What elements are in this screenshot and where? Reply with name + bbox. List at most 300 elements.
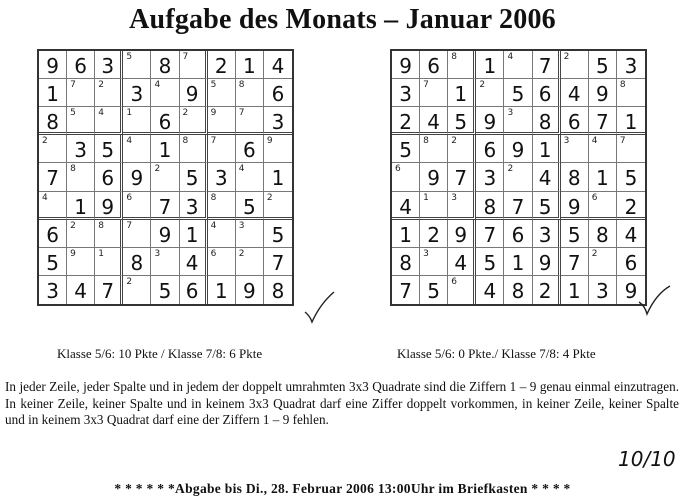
sudoku-cell — [67, 79, 95, 107]
sudoku-cell — [264, 192, 292, 220]
sudoku-cell — [392, 51, 420, 79]
handwritten-digit: 8 — [511, 278, 525, 303]
sudoku-cell — [589, 79, 617, 107]
sudoku-cell — [504, 276, 532, 304]
handwritten-digit: 3 — [271, 110, 285, 135]
sudoku-cell — [392, 79, 420, 107]
sudoku-cell — [264, 135, 292, 163]
handwritten-digit: 8 — [271, 278, 285, 303]
sudoku-cell — [151, 107, 179, 135]
sudoku-cell — [448, 220, 476, 248]
sudoku-cell — [208, 192, 236, 220]
handwritten-digit: 5 — [454, 110, 468, 135]
sudoku-cell — [151, 51, 179, 79]
sudoku-cell — [392, 135, 420, 163]
sudoku-cell — [264, 276, 292, 304]
handwritten-digit: 3 — [595, 278, 609, 303]
sudoku-cell — [392, 107, 420, 135]
sudoku-cell — [208, 79, 236, 107]
handwritten-digit: 2 — [538, 278, 552, 303]
handwritten-digit: 9 — [46, 54, 59, 78]
sudoku-cell — [123, 51, 151, 79]
sudoku-cell — [561, 220, 589, 248]
sudoku-cell — [180, 248, 208, 276]
sudoku-cell — [264, 79, 292, 107]
printed-digit: 1 — [98, 248, 104, 259]
handwritten-digit: 1 — [46, 82, 59, 107]
handwritten-digit: 3 — [538, 222, 552, 247]
printed-digit: 4 — [154, 80, 161, 91]
sudoku-cell — [208, 163, 236, 191]
sudoku-cell — [420, 163, 448, 191]
printed-digit: 7 — [210, 136, 217, 147]
handwritten-digit: 3 — [214, 166, 228, 191]
handwritten-digit: 6 — [74, 54, 88, 78]
sudoku-cell — [392, 220, 420, 248]
sudoku-cell — [236, 276, 264, 304]
handwritten-digit: 6 — [242, 138, 256, 163]
handwritten-digit: 5 — [101, 138, 115, 163]
sudoku-cell — [95, 248, 123, 276]
sudoku-cell — [180, 276, 208, 304]
handwritten-digit: 8 — [130, 250, 144, 275]
handwritten-digit: 2 — [427, 222, 441, 247]
handwritten-digit: 3 — [46, 278, 59, 303]
printed-digit: 4 — [210, 220, 217, 231]
printed-digit: 4 — [591, 136, 598, 147]
sudoku-cell — [448, 248, 476, 276]
handwritten-digit: 7 — [101, 278, 115, 303]
sudoku-cell — [392, 276, 420, 304]
printed-digit: 8 — [619, 80, 626, 91]
sudoku-cell — [180, 79, 208, 107]
check-mark-right — [636, 282, 672, 318]
printed-digit: 6 — [210, 248, 217, 259]
sudoku-cell — [151, 192, 179, 220]
sudoku-cell — [95, 79, 123, 107]
sudoku-cell — [39, 79, 67, 107]
sudoku-cell — [180, 107, 208, 135]
sudoku-cell — [123, 192, 151, 220]
handwritten-digit: 9 — [454, 222, 468, 247]
sudoku-cell — [123, 79, 151, 107]
printed-digit: 2 — [126, 276, 133, 287]
printed-digit: 2 — [563, 52, 570, 62]
printed-digit: 4 — [507, 52, 514, 62]
printed-digit: 7 — [126, 220, 133, 231]
sudoku-cell — [180, 220, 208, 248]
sudoku-cell — [392, 192, 420, 220]
handwritten-digit: 2 — [624, 194, 638, 219]
handwritten-digit: 3 — [483, 166, 497, 191]
handwritten-digit: 6 — [271, 82, 285, 107]
handwritten-digit: 5 — [185, 166, 199, 191]
handwritten-digit: 5 — [511, 82, 525, 107]
sudoku-cell — [420, 248, 448, 276]
printed-digit: 2 — [182, 108, 189, 119]
sudoku-cell — [180, 135, 208, 163]
handwritten-digit: 8 — [538, 110, 552, 135]
sudoku-cell — [589, 107, 617, 135]
sudoku-cell — [448, 163, 476, 191]
printed-digit: 6 — [451, 276, 457, 287]
handwritten-digit: 7 — [595, 110, 609, 135]
sudoku-cell — [151, 248, 179, 276]
printed-digit: 2 — [98, 80, 104, 91]
handwritten-digit: 7 — [158, 194, 172, 219]
printed-digit: 6 — [591, 192, 598, 203]
handwritten-digit: 1 — [483, 54, 497, 78]
sudoku-cell — [420, 79, 448, 107]
handwritten-digit: 5 — [242, 194, 256, 219]
sudoku-cell — [448, 79, 476, 107]
handwritten-digit: 1 — [399, 222, 412, 247]
sudoku-cell — [39, 163, 67, 191]
sudoku-cell — [589, 51, 617, 79]
sudoku-cell — [392, 163, 420, 191]
sudoku-cell — [420, 135, 448, 163]
handwritten-digit: 1 — [74, 194, 88, 219]
handwritten-digit: 4 — [483, 278, 497, 303]
sudoku-cell — [561, 163, 589, 191]
printed-digit: 8 — [210, 192, 217, 203]
printed-digit: 4 — [98, 108, 104, 119]
handwritten-digit: 7 — [483, 222, 497, 247]
sudoku-cell — [151, 135, 179, 163]
sudoku-cell — [476, 220, 504, 248]
sudoku-cell — [504, 192, 532, 220]
sudoku-cell — [151, 220, 179, 248]
printed-digit: 3 — [423, 248, 429, 259]
printed-digit: 9 — [266, 136, 273, 147]
sudoku-cell — [589, 276, 617, 304]
handwritten-digit: 1 — [538, 138, 552, 163]
sudoku-cell — [95, 107, 123, 135]
sudoku-cell — [476, 163, 504, 191]
sudoku-cell — [67, 163, 95, 191]
printed-digit: 7 — [70, 80, 76, 91]
handwritten-digit: 7 — [271, 250, 285, 275]
printed-digit: 8 — [182, 136, 189, 147]
instructions-text: In jeder Zeile, jeder Spalte und in jedem der doppelt umrahmten 3x3 Quadrate sind die Ziffern 1 – 9 genau einmal einzutragen. In keiner Zeile, keiner Spalte und in keinem 3x3 Quadrat darf eine Ziffer doppelt vorkommen, in keiner Zeile, keiner Spalte und in keinem 3x3 Quadrat darf eine der Ziffern 1 – 9 fehlen. — [5, 379, 679, 427]
sudoku-cell — [533, 163, 561, 191]
handwritten-digit: 5 — [158, 278, 172, 303]
sudoku-cell — [589, 248, 617, 276]
sudoku-cell — [236, 163, 264, 191]
sudoku-cell — [420, 192, 448, 220]
sudoku-cell — [561, 107, 589, 135]
sudoku-cell — [476, 107, 504, 135]
sudoku-cell — [448, 276, 476, 304]
handwritten-digit: 9 — [624, 278, 638, 303]
printed-digit: 6 — [395, 164, 401, 175]
sudoku-cell — [236, 107, 264, 135]
handwritten-digit: 5 — [567, 222, 581, 247]
sudoku-cell — [67, 107, 95, 135]
printed-digit: 2 — [507, 164, 514, 175]
sudoku-cell — [236, 135, 264, 163]
handwritten-digit: 3 — [624, 54, 638, 78]
sudoku-cell — [533, 135, 561, 163]
printed-digit: 1 — [126, 108, 133, 119]
handwritten-digit: 9 — [101, 194, 115, 219]
sudoku-cell — [533, 220, 561, 248]
printed-digit: 2 — [266, 192, 273, 203]
sudoku-cell — [617, 135, 645, 163]
sudoku-cell — [420, 107, 448, 135]
printed-digit: 5 — [126, 52, 133, 62]
sudoku-grid-left — [37, 49, 294, 306]
sudoku-cell — [533, 79, 561, 107]
sudoku-cell — [39, 192, 67, 220]
printed-digit: 7 — [619, 136, 626, 147]
sudoku-cell — [589, 135, 617, 163]
sudoku-cell — [448, 135, 476, 163]
handwritten-digit: 8 — [399, 250, 412, 275]
handwritten-digit: 7 — [399, 278, 412, 303]
handwritten-digit: 2 — [214, 54, 228, 78]
sudoku-cell — [236, 248, 264, 276]
sudoku-cell — [39, 220, 67, 248]
sudoku-cell — [420, 276, 448, 304]
sudoku-cell — [95, 220, 123, 248]
sudoku-grid-right — [390, 49, 647, 306]
printed-digit: 5 — [210, 80, 217, 91]
sudoku-cell — [476, 79, 504, 107]
sudoku-cell — [504, 248, 532, 276]
handwritten-digit: 1 — [158, 138, 172, 163]
sudoku-cell — [180, 163, 208, 191]
sudoku-cell — [617, 220, 645, 248]
sudoku-cell — [264, 248, 292, 276]
printed-digit: 2 — [238, 248, 245, 259]
sudoku-cell — [95, 192, 123, 220]
sudoku-cell — [617, 51, 645, 79]
sudoku-cell — [264, 220, 292, 248]
printed-digit: 2 — [451, 136, 457, 147]
handwritten-digit: 5 — [624, 166, 638, 191]
sudoku-cell — [236, 51, 264, 79]
sudoku-cell — [95, 135, 123, 163]
handwritten-digit: 6 — [158, 110, 172, 135]
sudoku-cell — [39, 135, 67, 163]
sudoku-cell — [420, 220, 448, 248]
handwritten-digit: 5 — [427, 278, 441, 303]
sudoku-cell — [533, 51, 561, 79]
sudoku-cell — [617, 163, 645, 191]
handwritten-digit: 9 — [538, 250, 552, 275]
printed-digit: 2 — [154, 164, 161, 175]
printed-digit: 2 — [479, 80, 486, 91]
handwritten-digit: 4 — [454, 250, 468, 275]
sudoku-cell — [39, 107, 67, 135]
handwritten-digit: 5 — [538, 194, 552, 219]
printed-digit: 2 — [591, 248, 598, 259]
handwritten-digit: 8 — [567, 166, 581, 191]
printed-digit: 9 — [210, 108, 217, 119]
handwritten-digit: 8 — [483, 194, 497, 219]
handwritten-digit: 1 — [595, 166, 609, 191]
printed-digit: 4 — [126, 136, 133, 147]
sudoku-cell — [236, 220, 264, 248]
sudoku-cell — [476, 248, 504, 276]
printed-digit: 6 — [126, 192, 133, 203]
printed-digit: 2 — [70, 220, 76, 231]
sudoku-cell — [533, 192, 561, 220]
sudoku-cell — [476, 192, 504, 220]
handwritten-digit: 1 — [511, 250, 525, 275]
score-right: Klasse 5/6: 0 Pkte./ Klasse 7/8: 4 Pkte — [397, 346, 596, 361]
sudoku-cell — [123, 220, 151, 248]
sudoku-cell — [533, 107, 561, 135]
handwritten-digit: 8 — [595, 222, 609, 247]
sudoku-cell — [95, 163, 123, 191]
printed-digit: 3 — [238, 220, 245, 231]
handwritten-digit: 1 — [454, 82, 468, 107]
check-mark-left — [302, 290, 336, 326]
sudoku-cell — [420, 51, 448, 79]
sudoku-cell — [123, 107, 151, 135]
sudoku-cell — [476, 276, 504, 304]
sudoku-cell — [180, 51, 208, 79]
printed-digit: 8 — [451, 52, 457, 62]
handwritten-digit: 9 — [242, 278, 256, 303]
handwritten-digit: 6 — [46, 222, 59, 247]
printed-digit: 3 — [563, 136, 570, 147]
sudoku-cell — [561, 192, 589, 220]
sudoku-cell — [67, 135, 95, 163]
printed-digit: 9 — [70, 248, 76, 259]
printed-digit: 1 — [423, 192, 429, 203]
sudoku-cell — [95, 51, 123, 79]
handwritten-digit: 2 — [399, 110, 412, 135]
handwritten-digit: 8 — [46, 110, 59, 135]
handwritten-digit: 9 — [511, 138, 525, 163]
sudoku-cell — [504, 135, 532, 163]
handwritten-digit: 4 — [271, 54, 285, 78]
sudoku-cell — [504, 79, 532, 107]
sudoku-cell — [589, 220, 617, 248]
handwritten-digit: 6 — [624, 250, 638, 275]
sudoku-cell — [208, 51, 236, 79]
score-left: Klasse 5/6: 10 Pkte / Klasse 7/8: 6 Pkte — [57, 346, 263, 361]
sudoku-cell — [67, 192, 95, 220]
handwritten-digit: 9 — [567, 194, 581, 219]
handwritten-digit: 7 — [454, 166, 468, 191]
handwritten-digit: 6 — [483, 138, 497, 163]
handwritten-digit: 5 — [483, 250, 497, 275]
sudoku-cell — [617, 107, 645, 135]
sudoku-cell — [476, 135, 504, 163]
handwritten-digit: 7 — [511, 194, 525, 219]
sudoku-cell — [617, 192, 645, 220]
handwritten-digit: 5 — [46, 250, 59, 275]
page-title: Aufgabe des Monats – Januar 2006 — [129, 4, 556, 35]
printed-digit: 8 — [238, 80, 245, 91]
handwritten-digit: 9 — [399, 54, 412, 78]
handwritten-digit: 7 — [567, 250, 581, 275]
handwritten-digit: 6 — [538, 82, 552, 107]
handwritten-digit: 1 — [624, 110, 638, 135]
sudoku-cell — [504, 107, 532, 135]
sudoku-cell — [504, 51, 532, 79]
sudoku-cell — [236, 79, 264, 107]
handwritten-digit: 4 — [427, 110, 441, 135]
sudoku-cell — [67, 220, 95, 248]
handwritten-digit: 9 — [595, 82, 609, 107]
handwritten-digit: 6 — [511, 222, 525, 247]
handwritten-digit: 5 — [399, 138, 412, 163]
handwritten-digit: 3 — [185, 194, 199, 219]
printed-digit: 3 — [507, 108, 514, 119]
sudoku-cell — [476, 51, 504, 79]
submission-deadline: * * * * * *Abgabe bis Di., 28. Februar 2006 13:00Uhr im Briefkasten * * * * — [114, 481, 571, 496]
sudoku-cell — [561, 276, 589, 304]
printed-digit: 7 — [182, 52, 189, 62]
handwritten-digit: 4 — [399, 194, 412, 219]
handwritten-digit: 9 — [130, 166, 144, 191]
sudoku-cell — [123, 248, 151, 276]
sudoku-cell — [504, 163, 532, 191]
sudoku-cell — [151, 163, 179, 191]
handwritten-digit: 1 — [271, 166, 285, 191]
sudoku-cell — [589, 192, 617, 220]
printed-digit: 8 — [423, 136, 429, 147]
sudoku-cell — [561, 135, 589, 163]
sudoku-cell — [533, 248, 561, 276]
sudoku-cell — [561, 248, 589, 276]
sudoku-cell — [67, 276, 95, 304]
sudoku-cell — [208, 220, 236, 248]
handwritten-digit: 9 — [158, 222, 172, 247]
sudoku-cell — [151, 79, 179, 107]
printed-digit: 3 — [154, 248, 161, 259]
handwritten-digit: 7 — [538, 54, 552, 78]
sudoku-cell — [39, 248, 67, 276]
printed-digit: 7 — [238, 108, 245, 119]
handwritten-digit: 3 — [130, 82, 144, 107]
sudoku-cell — [208, 107, 236, 135]
handwritten-digit: 1 — [242, 54, 256, 78]
printed-digit: 7 — [423, 80, 429, 91]
sudoku-cell — [617, 79, 645, 107]
handwritten-digit: 1 — [185, 222, 199, 247]
sudoku-cell — [589, 163, 617, 191]
sudoku-cell — [392, 248, 420, 276]
sudoku-cell — [39, 276, 67, 304]
sudoku-cell — [67, 248, 95, 276]
sudoku-cell — [180, 192, 208, 220]
sudoku-cell — [123, 276, 151, 304]
sudoku-cell — [95, 276, 123, 304]
sudoku-cell — [208, 248, 236, 276]
printed-digit: 2 — [42, 136, 48, 147]
handwritten-digit: 5 — [595, 54, 609, 78]
handwritten-digit: 8 — [158, 54, 172, 78]
handwritten-digit: 9 — [427, 166, 441, 191]
sudoku-cell — [561, 79, 589, 107]
sudoku-cell — [123, 135, 151, 163]
sudoku-cell — [39, 51, 67, 79]
sudoku-cell — [123, 163, 151, 191]
handwritten-digit: 4 — [538, 166, 552, 191]
handwritten-digit: 6 — [185, 278, 199, 303]
handwritten-digit: 6 — [101, 166, 115, 191]
handwritten-digit: 3 — [101, 54, 115, 78]
sudoku-cell — [504, 220, 532, 248]
handwritten-digit: 1 — [214, 278, 228, 303]
printed-digit: 8 — [98, 220, 104, 231]
